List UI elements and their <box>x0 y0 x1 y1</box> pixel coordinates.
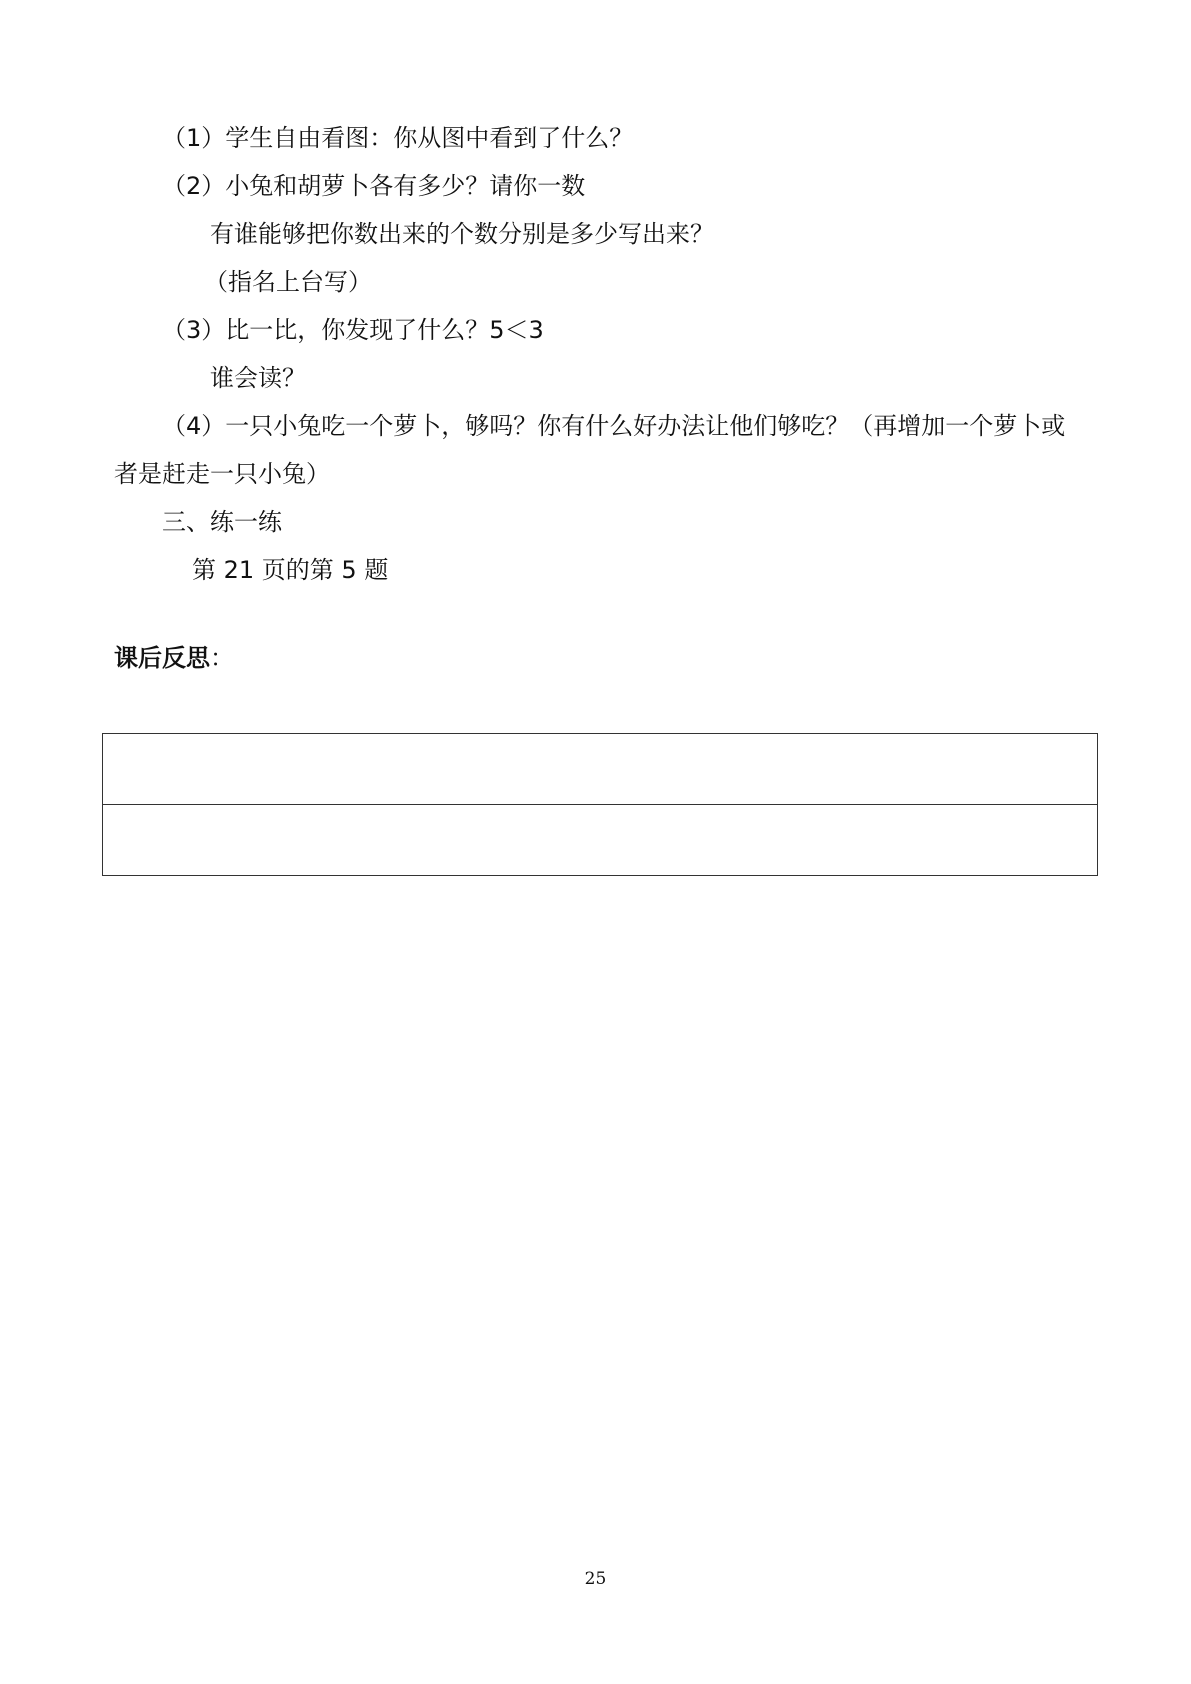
item-4-line-2: 者是赶走一只小兔） <box>114 460 330 488</box>
table-cell <box>103 734 1098 805</box>
item-2: （2）小兔和胡萝卜各有多少？请你一数 <box>162 172 586 200</box>
table-row <box>103 734 1098 805</box>
item-2-sub-2: （指名上台写） <box>204 268 372 296</box>
section-3-heading: 三、练一练 <box>162 508 282 536</box>
reflection-colon: ： <box>210 644 234 672</box>
table-row <box>103 805 1098 876</box>
reflection-label: 课后反思 <box>114 644 210 672</box>
table-cell <box>103 805 1098 876</box>
item-1: （1）学生自由看图：你从图中看到了什么？ <box>162 124 634 152</box>
page-number: 25 <box>584 1569 607 1589</box>
item-4-line-1: （4）一只小兔吃一个萝卜，够吗？你有什么好办法让他们够吃？（再增加一个萝卜或 <box>162 412 1066 440</box>
item-2-sub-1: 有谁能够把你数出来的个数分别是多少写出来？ <box>210 220 714 248</box>
item-3-sub-1: 谁会读？ <box>210 364 306 392</box>
reflection-heading <box>114 643 234 673</box>
reflection-table <box>102 733 1098 876</box>
exercise-reference: 第 21 页的第 5 题 <box>192 556 389 584</box>
item-3: （3）比一比，你发现了什么？5＜3 <box>162 316 544 344</box>
